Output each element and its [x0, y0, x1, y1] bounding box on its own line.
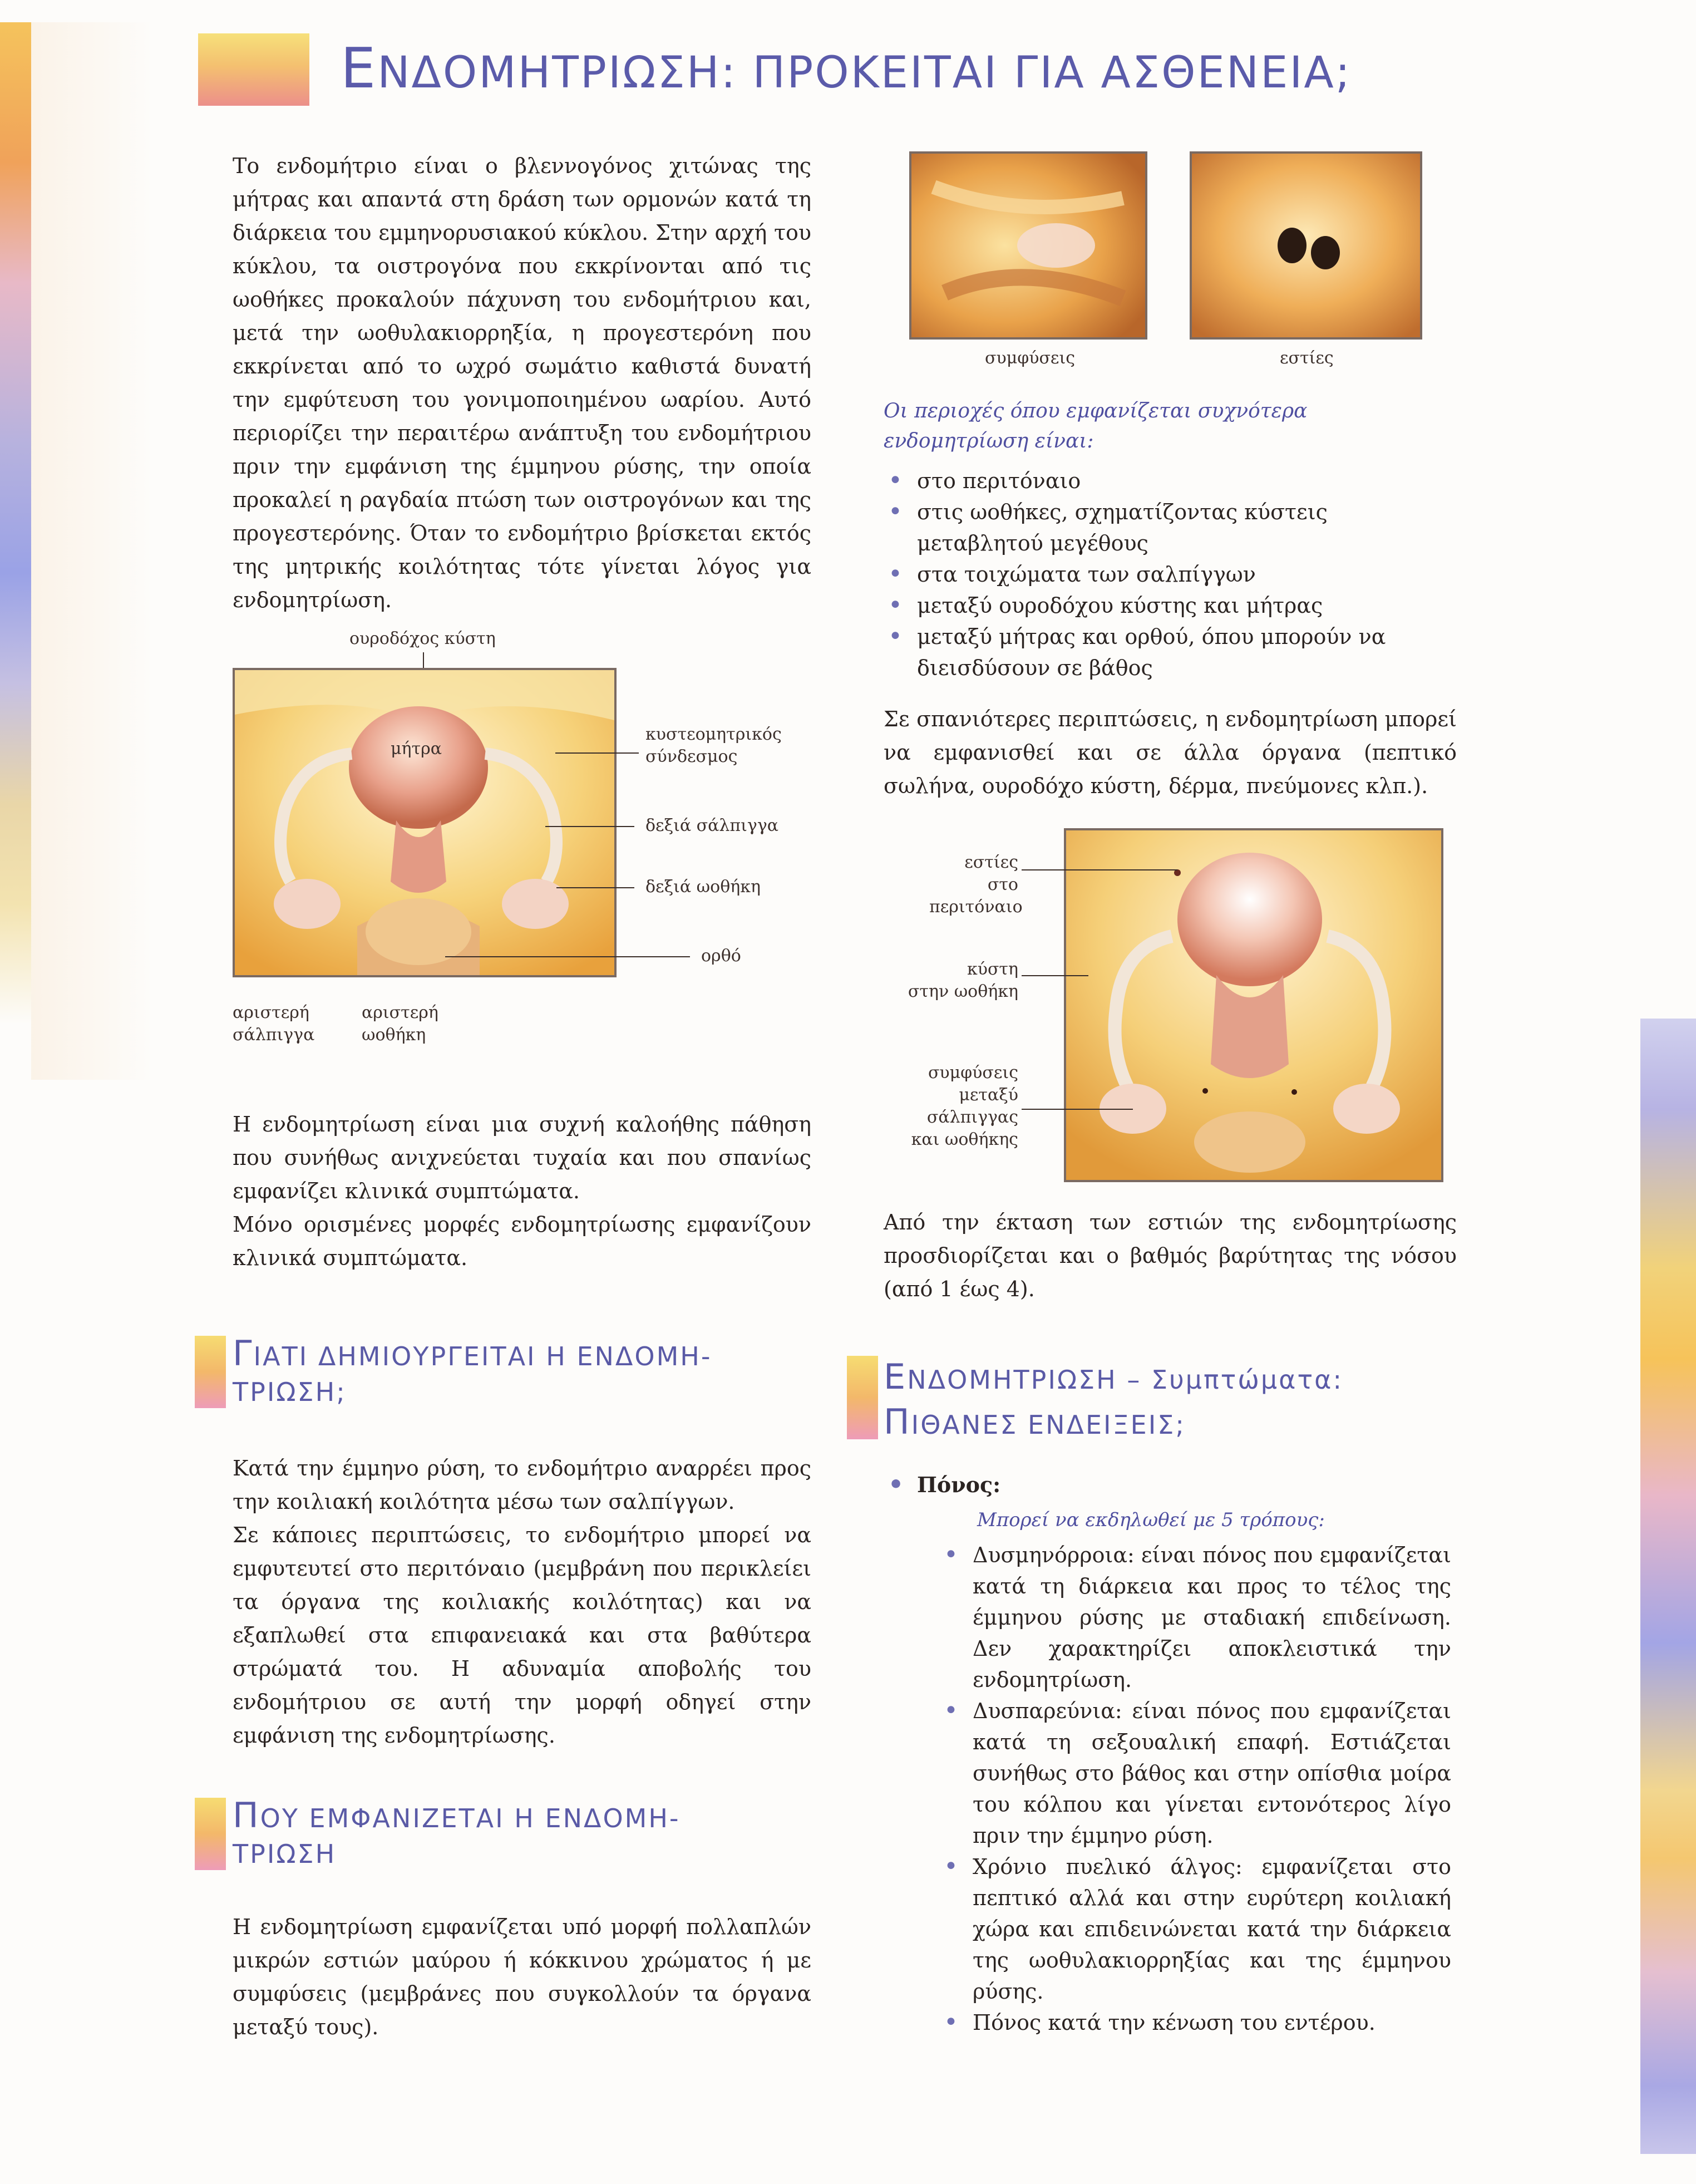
section-where-color-block — [195, 1798, 226, 1870]
section-why-p2: Σε κάποιες περιπτώσεις, το ενδομήτριο μπορεί να εμφυτευτεί στο περιτόναιο (μεμβράνη που περικλείει τα όργανα της κοιλιακής κοιλότητας) και να εξαπλωθεί στα επιφανειακά και στα βαθύτερα στρώματά του. Η αδυναμία αποβολής του ενδομήτριου σε αυτή την μορφή οδηγεί στην εμφάνιση της ενδομητρίωσης. — [233, 1523, 811, 1748]
photo-right-caption: εστίες — [1280, 348, 1334, 368]
diagram1-label-right-tube: δεξιά σάλπιγγα — [645, 816, 779, 835]
left-color-stripe — [0, 22, 31, 1024]
pain-item: • Χρόνιο πυελικό άλγος: εμφανίζεται στο πεπτικό αλλά και στην ευρύτερη κοιλιακή χώρα και επιδεινώνεται κατά την διάρκεια της ωοθυλακιορρηξίας και της έμμηνου ρύσης. — [939, 1851, 1451, 2007]
endometriosis-illustration — [1064, 828, 1443, 1182]
pain-heading: • Πόνος: — [884, 1469, 1451, 1501]
diagram2-label-cyst: κύστη στην ωοθήκη — [908, 960, 1018, 1001]
photo-foci — [1190, 151, 1422, 340]
diagram1-label-rectum: ορθό — [701, 946, 741, 966]
severity-paragraph: Από την έκταση των εστιών της ενδομητρίωσης προσδιορίζεται και ο βαθμός βαρύτητας της νόσου (από 1 έως 4). — [884, 1210, 1457, 1301]
diagram1-label-left-tube: αριστερή σάλπιγγα — [233, 1003, 315, 1045]
locations-rare: Σε σπανιότερες περιπτώσεις, η ενδομητρίωση μπορεί να εμφανισθεί και σε άλλα όργανα (πεπτικό σωλήνα, ουροδόχο κύστη, δέρμα, πνεύμονες κλπ.). — [884, 707, 1457, 798]
intro-paragraph: Το ενδομήτριο είναι ο βλεννογόνος χιτώνας της μήτρας και απαντά στη δράση των ορμονών κατά τη διάρκεια του εμμηνορυσιακού κύκλου. Στην αρχή του κύκλου, τα οιστρογόνα που εκκρίνονται από τις ωοθήκες προκαλούν πάχυνση του ενδομήτριου και, μετά την ωοθυλακιορρηξία, η προγεστερόνη που εκκρίνεται από το ωχρό σωμάτιο καθιστά δυνατή την εμφύτευση του γονιμοποιημένου ωαρίου. Αυτό περιορίζει την περαιτέρω ανάπτυξη του ενδομήτριου πριν την εμφάνιση της έμμηνου ρύσης, την οποία προκαλεί η ραγδαία πτώση των οιστρογόνων και της προγεστερόνης. Όταν το ενδομήτριο βρίσκεται εκτός της μητρικής κοιλότητας τότε γίνεται λόγος για ενδομητρίωση. — [233, 154, 811, 612]
section-why-title: ΓΙΑΤΙ ΔΗΜΙΟΥΡΓΕΙΤΑΙ Η ΕΝΔΟΜΗ- ΤΡΙΩΣΗ; — [233, 1333, 712, 1407]
section-why-color-block — [195, 1336, 226, 1408]
location-item: • στα τοιχώματα των σαλπίγγων — [884, 559, 1451, 590]
photo-adhesions — [909, 151, 1147, 340]
location-item: • στο περιτόναιο — [884, 465, 1451, 496]
location-item: • στις ωοθήκες, σχηματίζοντας κύστεις μεταβλητού μεγέθους — [884, 496, 1451, 559]
pain-item: • Δυσμηνόρροια: είναι πόνος που εμφανίζεται κατά τη διάρκεια και προς το τέλος της έμμηνου ρύσης με σταδιακή επιδείνωση. Δεν χαρακτηρίζει αποκλειστικά την ενδομητρίωση. — [939, 1539, 1451, 1695]
diagram1-label-uterus: μήτρα — [391, 739, 442, 759]
pain-item: • Πόνος κατά την κένωση του εντέρου. — [939, 2007, 1451, 2038]
diagram2-label-adhesions: συμφύσεις μεταξύ σάλπιγγας και ωοθήκης — [911, 1063, 1018, 1149]
pain-item: • Δυσπαρεύνια: είναι πόνος που εμφανίζεται κατά τη σεξουαλική επαφή. Εστιάζεται συνήθως στο βάθος και στην οπίσθια μοίρα του κόλπου και γίνεται εντονότερος λίγο πριν την έμμηνο ρύση. — [939, 1695, 1451, 1851]
page-title: ΕΝΔΟΜΗΤΡΙΩΣΗ: ΠΡΟΚΕΙΤΑΙ ΓΙΑ ΑΣΘΕΝΕΙΑ; — [341, 36, 1352, 101]
pelvis-illustration — [233, 668, 617, 977]
diagram2-label-foci: εστίες στο περιτόναιο — [929, 853, 1023, 917]
right-color-stripe — [1640, 1019, 1696, 2154]
section-why-p1: Κατά την έμμηνο ρύση, το ενδομήτριο αναρρέει προς την κοιλιακή κοιλότητα μέσω των σαλπίγγων. — [233, 1456, 811, 1514]
pain-items — [939, 1539, 1451, 2038]
diagram1-label-bladder: ουροδόχος κύστη — [349, 629, 496, 648]
diagram1-label-ligament: κυστεομητρικός σύνδεσμος — [645, 725, 782, 766]
section-where-title: ΠΟΥ ΕΜΦΑΝΙΖΕΤΑΙ Η ΕΝΔΟΜΗ- ΤΡΙΩΣΗ — [233, 1795, 681, 1869]
benign-paragraph: Η ενδομητρίωση είναι μια συχνή καλοήθης πάθηση που συνήθως ανιχνεύεται τυχαία και που σπανίως εμφανίζει κλινικά συμπτώματα. — [233, 1112, 811, 1203]
pain-list — [884, 1469, 1451, 1501]
locations-list — [884, 465, 1451, 683]
photo-left-caption: συμφύσεις — [985, 348, 1076, 368]
pain-intro: Μπορεί να εκδηλωθεί με 5 τρόπους: — [977, 1509, 1325, 1531]
left-color-fade — [31, 22, 154, 1080]
location-item: • μεταξύ ουροδόχου κύστης και μήτρας — [884, 590, 1451, 621]
locations-intro: Οι περιοχές όπου εμφανίζεται συχνότερα ενδομητρίωση είναι: — [884, 400, 1308, 452]
forms-paragraph: Μόνο ορισμένες μορφές ενδομητρίωσης εμφανίζουν κλινικά συμπτώματα. — [233, 1212, 811, 1270]
section-where-p1: Η ενδομητρίωση εμφανίζεται υπό μορφή πολλαπλών μικρών εστιών μαύρου ή κόκκινου χρώματος ή με συμφύσεις (μεμβράνες που συγκολλούν τα όργανα μεταξύ τους). — [233, 1915, 811, 2039]
diagram1-label-left-ovary: αριστερή ωοθήκη — [362, 1003, 438, 1045]
section-symptoms-color-block — [847, 1356, 878, 1439]
location-item: • μεταξύ μήτρας και ορθού, όπου μπορούν να διεισδύσουν σε βάθος — [884, 621, 1451, 683]
title-color-block — [198, 33, 309, 106]
diagram1-label-right-ovary: δεξιά ωοθήκη — [645, 877, 761, 897]
section-symptoms-title: ΕΝΔΟΜΗΤΡΙΩΣΗ – Συμπτώματα: ΠΙΘΑΝΕΣ ΕΝΔΕΙΞΕΙΣ; — [884, 1356, 1343, 1442]
